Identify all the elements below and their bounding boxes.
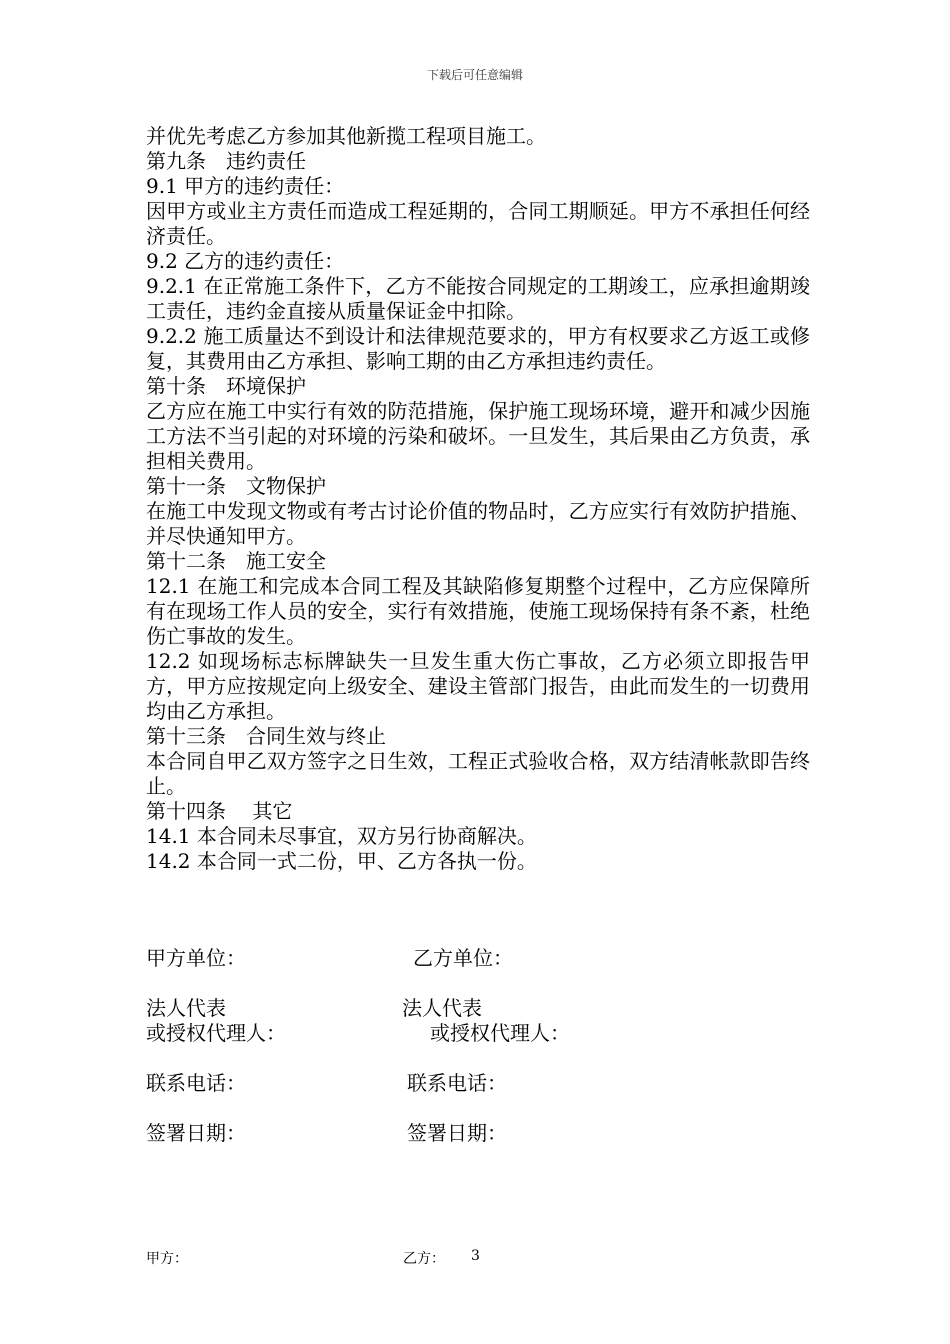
paragraph: 因甲方或业主方责任而造成工程延期的，合同工期顺延。甲方不承担任何经济责任。	[146, 199, 810, 248]
page-header: 下载后可任意编辑	[426, 68, 523, 82]
paragraph: 在施工中发现文物或有考古讨论价值的物品时，乙方应实行有效防护措施、并尽快通知甲方。	[146, 499, 810, 548]
footer-party-b: 乙方：	[403, 1251, 445, 1267]
paragraph: 12.2 如现场标志标牌缺失一旦发生重大伤亡事故，乙方必须立即报告甲方，甲方应按规定向上级安全、建设主管部门报告，由此而发生的一切费用均由乙方承担。	[146, 649, 810, 723]
party-a-phone-label: 联系电话：	[146, 1071, 246, 1095]
party-b-phone-label: 联系电话：	[407, 1071, 507, 1095]
party-b-agent-label: 或授权代理人：	[430, 1021, 570, 1045]
page-number: 3	[471, 1248, 480, 1264]
paragraph: 9.1 甲方的违约责任：	[146, 174, 345, 198]
article-heading: 第十四条 其它	[146, 799, 293, 823]
article-heading: 第九条 违约责任	[146, 149, 306, 173]
party-a-date-label: 签署日期：	[146, 1121, 246, 1145]
paragraph: 并优先考虑乙方参加其他新揽工程项目施工。	[146, 124, 546, 148]
paragraph: 14.1 本合同未尽事宜，双方另行协商解决。	[146, 824, 537, 848]
article-heading: 第十三条 合同生效与终止	[146, 724, 386, 748]
paragraph: 9.2.2 施工质量达不到设计和法律规范要求的，甲方有权要求乙方返工或修复，其费用由乙方承担、影响工期的由乙方承担违约责任。	[146, 324, 810, 373]
party-a-rep-label: 法人代表	[146, 996, 226, 1020]
party-a-unit-label: 甲方单位：	[146, 946, 246, 970]
paragraph: 本合同自甲乙双方签字之日生效，工程正式验收合格，双方结清帐款即告终止。	[146, 749, 810, 798]
paragraph: 14.2 本合同一式二份，甲、乙方各执一份。	[146, 849, 537, 873]
party-b-date-label: 签署日期：	[407, 1121, 507, 1145]
article-heading: 第十二条 施工安全	[146, 549, 326, 573]
paragraph: 12.1 在施工和完成本合同工程及其缺陷修复期整个过程中，乙方应保障所有在现场工作人员的安全，实行有效措施，使施工现场保持有条不紊，杜绝伤亡事故的发生。	[146, 574, 810, 648]
paragraph: 9.2.1 在正常施工条件下，乙方不能按合同规定的工期竣工，应承担逾期竣工责任，违约金直接从质量保证金中扣除。	[146, 274, 810, 323]
party-b-unit-label: 乙方单位：	[413, 946, 513, 970]
paragraph: 9.2 乙方的违约责任：	[146, 249, 345, 273]
article-heading: 第十条 环境保护	[146, 374, 306, 398]
article-heading: 第十一条 文物保护	[146, 474, 326, 498]
footer-party-a: 甲方：	[146, 1251, 188, 1267]
party-b-rep-label: 法人代表	[402, 996, 482, 1020]
paragraph: 乙方应在施工中实行有效的防范措施，保护施工现场环境，避开和减少因施工方法不当引起的对环境的污染和破坏。一旦发生，其后果由乙方负责，承担相关费用。	[146, 399, 810, 473]
contract-body	[146, 124, 810, 874]
party-a-agent-label: 或授权代理人：	[146, 1021, 286, 1045]
